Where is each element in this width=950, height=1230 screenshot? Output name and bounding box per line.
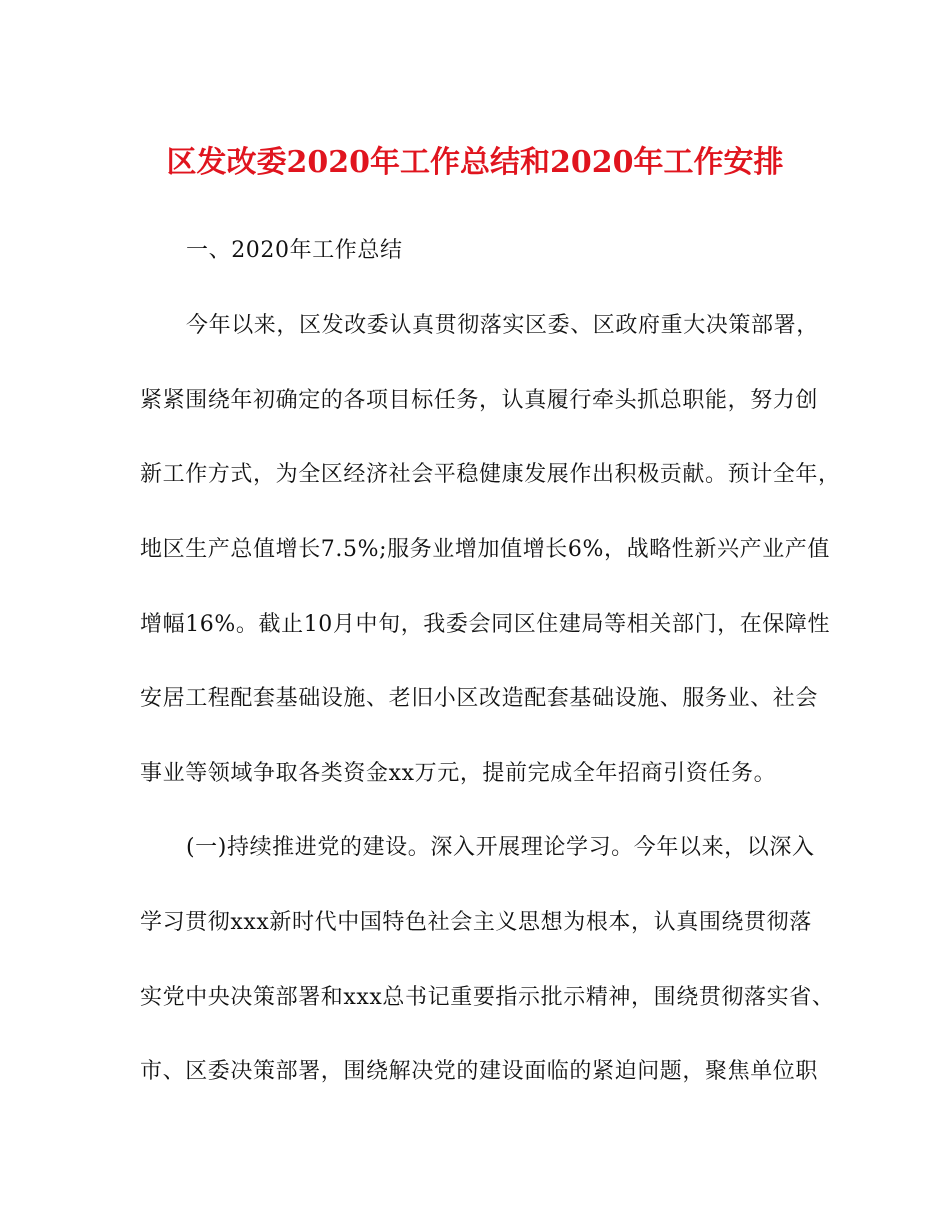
document-title: 区发改委2020年工作总结和2020年工作安排 xyxy=(166,145,784,180)
paragraph-line: 事业等领域争取各类资金xx万元，提前完成全年招商引资任务。 xyxy=(140,761,777,786)
paragraph-line: 学习贯彻xxx新时代中国特色社会主义思想为根本，认真围绕贯彻落 xyxy=(140,910,812,935)
paragraph-line: (一)持续推进党的建设。深入开展理论学习。今年以来，以深入 xyxy=(186,835,815,860)
paragraph-line: 紧紧围绕年初确定的各项目标任务，认真履行牵头抓总职能，努力创 xyxy=(140,388,819,413)
paragraph-line: 新工作方式，为全区经济社会平稳健康发展作出积极贡献。预计全年， xyxy=(140,462,841,487)
paragraph-line: 市、区委决策部署，围绕解决党的建设面临的紧迫问题，聚焦单位职 xyxy=(140,1059,819,1084)
paragraph-line: 今年以来，区发改委认真贯彻落实区委、区政府重大决策部署， xyxy=(186,313,819,338)
paragraph-line: 安居工程配套基础设施、老旧小区改造配套基础设施、服务业、社会 xyxy=(140,686,819,711)
paragraph-line: 地区生产总值增长7.5%;服务业增加值增长6%，战略性新兴产业产值 xyxy=(140,537,831,562)
paragraph-line: 增幅16%。截止10月中旬，我委会同区住建局等相关部门，在保障性 xyxy=(140,612,831,637)
paragraph-line: 实党中央决策部署和xxx总书记重要指示批示精神，围绕贯彻落实省、 xyxy=(140,985,835,1010)
section-heading: 一、2020年工作总结 xyxy=(186,238,403,263)
